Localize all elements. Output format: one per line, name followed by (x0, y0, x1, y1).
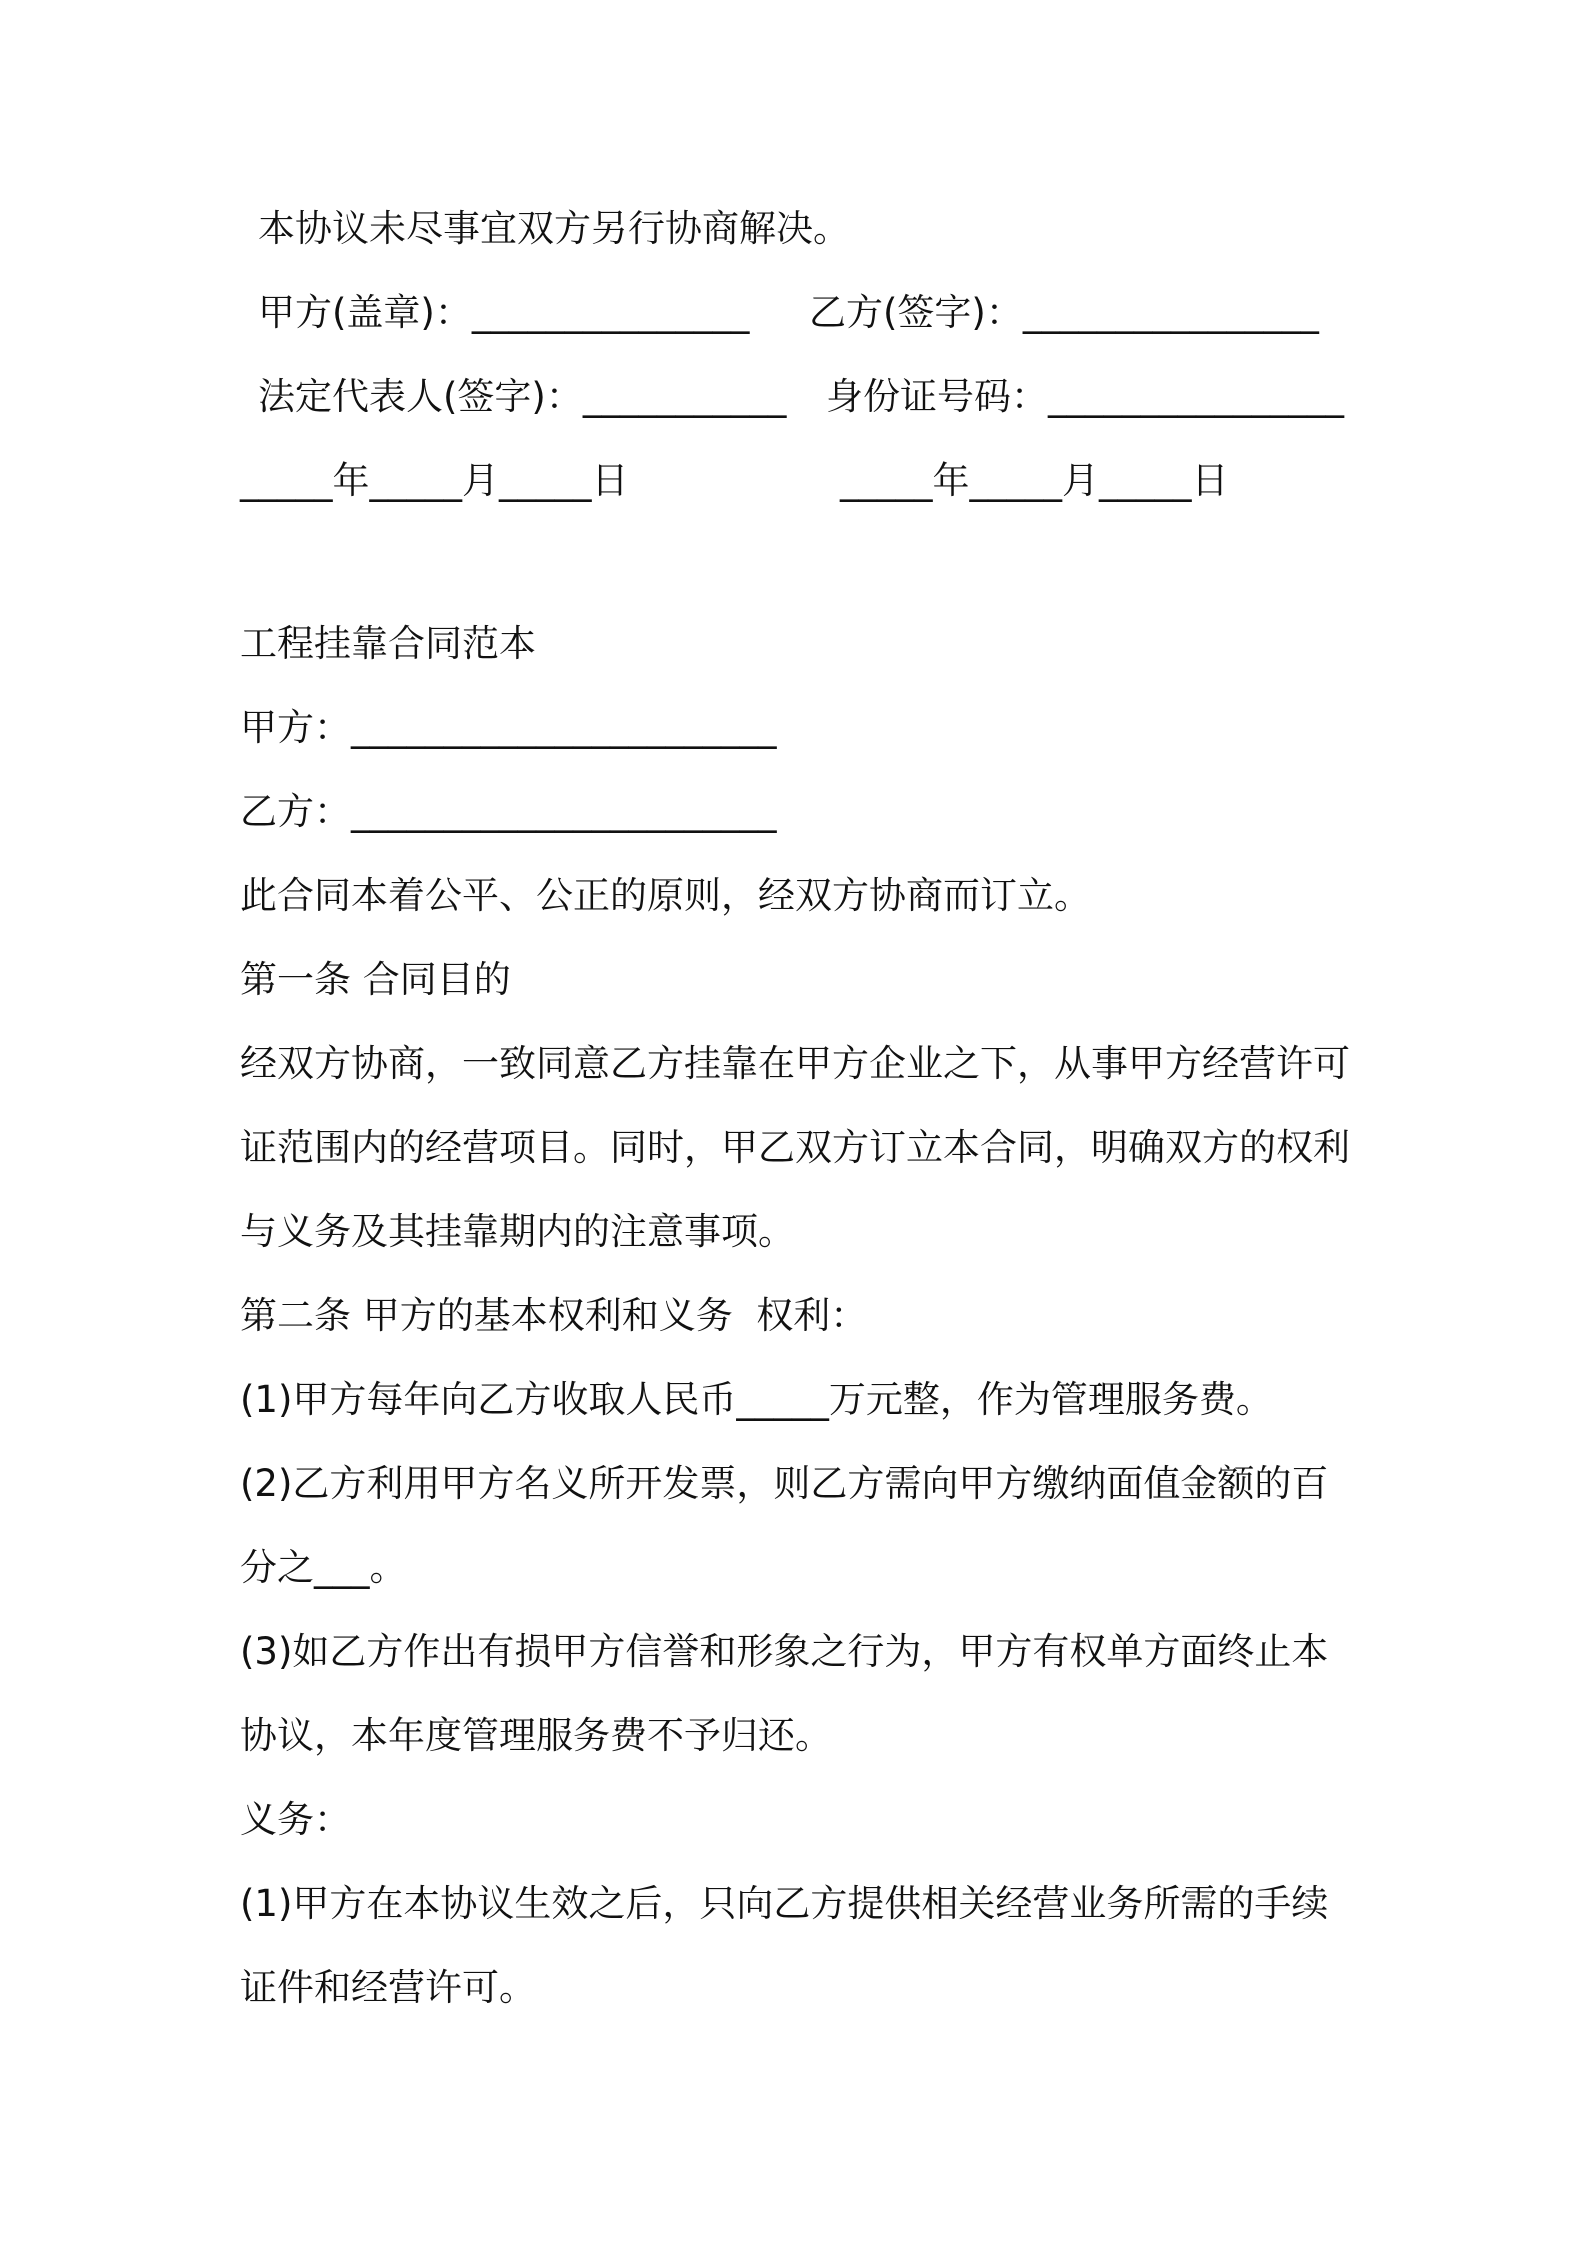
closing-clause: 本协议未尽事宜双方另行协商解决。 (258, 207, 850, 250)
article-1-heading: 第一条 合同目的 (240, 958, 511, 1001)
date-line-right: _____年_____月_____日 (840, 459, 1229, 502)
preamble: 此合同本着公平、公正的原则，经双方协商而订立。 (240, 874, 1091, 917)
contract-title: 工程挂靠合同范本 (240, 622, 536, 665)
party-b-signature-line: 乙方(签字)：________________ (809, 291, 1319, 334)
rights-item: 协议，本年度管理服务费不予归还。 (240, 1714, 832, 1757)
obligations-heading: 义务： (240, 1798, 351, 1841)
date-line-left: _____年_____月_____日 (240, 459, 629, 502)
rights-item: (1)甲方每年向乙方收取人民币_____万元整，作为管理服务费。 (240, 1378, 1273, 1421)
id-number-line: 身份证号码：________________ (826, 375, 1344, 418)
obligations-item: (1)甲方在本协议生效之后，只向乙方提供相关经营业务所需的手续 (240, 1882, 1329, 1925)
rights-item: (2)乙方利用甲方名义所开发票，则乙方需向甲方缴纳面值金额的百 (240, 1462, 1329, 1505)
rights-item: (3)如乙方作出有损甲方信誉和形象之行为，甲方有权单方面终止本 (240, 1630, 1329, 1673)
party-a-seal-line: 甲方(盖章)：_______________ (258, 291, 750, 334)
party-a-line: 甲方：_______________________ (240, 706, 777, 749)
article-1-line: 经双方协商，一致同意乙方挂靠在甲方企业之下，从事甲方经营许可 (240, 1042, 1350, 1085)
article-1-line: 与义务及其挂靠期内的注意事项。 (240, 1210, 795, 1253)
legal-representative-signature-line: 法定代表人(签字)：___________ (258, 375, 787, 418)
article-1-line: 证范围内的经营项目。同时，甲乙双方订立本合同，明确双方的权利 (240, 1126, 1350, 1169)
obligations-item: 证件和经营许可。 (240, 1966, 536, 2009)
article-2-heading: 第二条 甲方的基本权利和义务 权利： (240, 1294, 868, 1337)
party-b-line: 乙方：_______________________ (240, 790, 777, 833)
rights-item: 分之___。 (240, 1546, 407, 1589)
